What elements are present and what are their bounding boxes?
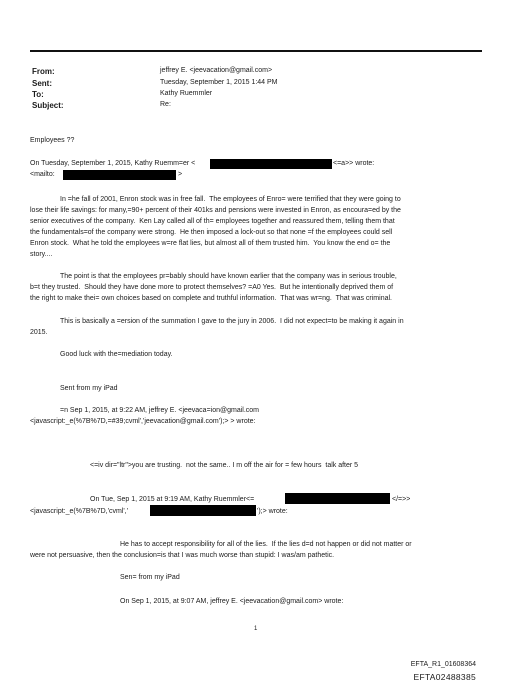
paragraph-1-line-1: In =he fall of 2001, Enron stock was in free fall. The employees of Enro= were terrified that they were going to — [60, 196, 401, 203]
quote4-line1: On Sep 1, 2015, at 9:07 AM, jeffrey E. <jeevacation@gmail.com> wrote: — [120, 598, 344, 605]
redaction-box — [150, 505, 256, 516]
page-number: 1 — [254, 626, 258, 632]
quote1-line2-start: <mailto: — [30, 171, 55, 178]
paragraph-1-line-5: Enron stock. What he told the employees w=re flat lies, but almost all of them trusted him. You know the end o= the — [30, 240, 391, 247]
quote2-line2: <javascript:_e(%7B%7D,=#39;cvml','jeevacation@gmail.com');> > wrote: — [30, 418, 256, 425]
sent-from-ipad-2: Sen= from my iPad — [120, 574, 180, 581]
quote3-line2-end: ');> wrote: — [257, 508, 288, 515]
paragraph-3-line-2: 2015. — [30, 329, 48, 336]
top-rule — [30, 50, 482, 52]
from-value: jeffrey E. <jeevacation@gmail.com> — [160, 67, 273, 74]
quote1-line1-start: On Tuesday, September 1, 2015, Kathy Ruemm=er < — [30, 160, 196, 167]
paragraph-3-line-1: This is basically a =ersion of the summation I gave to the jury in 2006. I did not expect=to be making it again in — [60, 318, 404, 325]
to-value: Kathy Ruemmler — [160, 90, 213, 97]
quote3-line1-end: </=>> — [392, 496, 411, 503]
redaction-box — [63, 170, 176, 180]
paragraph-2-line-2: b=t they trusted. Should they have done more to protect themselves? =A0 Yes. But he intentionally deprived them of — [30, 284, 394, 291]
paragraph-6-line-1: He has to accept responsibility for all of the lies. If the lies d=d not happen or did not matter or — [120, 541, 412, 548]
paragraph-6-line-2: were not persuasive, then the conclusion=is that I was much worse than stupid: I was/am pathetic. — [30, 552, 335, 559]
paragraph-1-line-2: lose their life savings: for many,=90+ percent of their 401ks and pensions were invested in Enron, as encoura=ed by the — [30, 207, 401, 214]
redaction-box — [285, 493, 390, 504]
quote1-line1-end: <=a>> wrote: — [333, 160, 375, 167]
from-label: From: — [32, 67, 55, 76]
paragraph-4: Good luck with the=mediation today. — [60, 351, 173, 358]
greeting: Employees ?? — [30, 137, 75, 144]
quote1-line2-end: > — [178, 171, 183, 178]
quote3-line1-start: On Tue, Sep 1, 2015 at 9:19 AM, Kathy Ruemmler<= — [90, 496, 255, 503]
sent-label: Sent: — [32, 79, 52, 88]
to-label: To: — [32, 90, 44, 99]
redaction-box — [210, 159, 332, 169]
sent-value: Tuesday, September 1, 2015 1:44 PM — [160, 79, 278, 86]
efta-r1-id: EFTA_R1_01608364 — [410, 661, 476, 668]
subject-label: Subject: — [32, 101, 64, 110]
paragraph-1-line-3: senior executives of the company. Ken Lay called all of th= employees together and reassured them, telling them that — [30, 218, 395, 225]
subject-value: Re: — [160, 101, 171, 108]
paragraph-1-line-6: story.... — [30, 251, 53, 258]
efta-id: EFTA02488385 — [413, 672, 476, 682]
paragraph-2-line-1: The point is that the employees pr=bably should have known earlier that the company was in serious trouble, — [60, 273, 397, 280]
paragraph-2-line-3: the right to make thei= own choices based on complete and truthful information. That was wr=ng. That was criminal. — [30, 295, 392, 302]
sent-from-ipad-1: Sent from my iPad — [60, 385, 118, 392]
quote2-line1: =n Sep 1, 2015, at 9:22 AM, jeffrey E. <jeevaca=ion@gmail.com — [60, 407, 260, 414]
quote2-reply: <=iv dir="ltr">you are trusting. not the same.. I m off the air for = few hours talk after 5 — [90, 462, 359, 469]
quote3-line2-start: <javascript:_e(%7B%7D,'cvml',' — [30, 508, 128, 515]
paragraph-1-line-4: the fundamentals=of the company were strong. He then imposed a lock-out so that none =f the employees could sell — [30, 229, 393, 236]
